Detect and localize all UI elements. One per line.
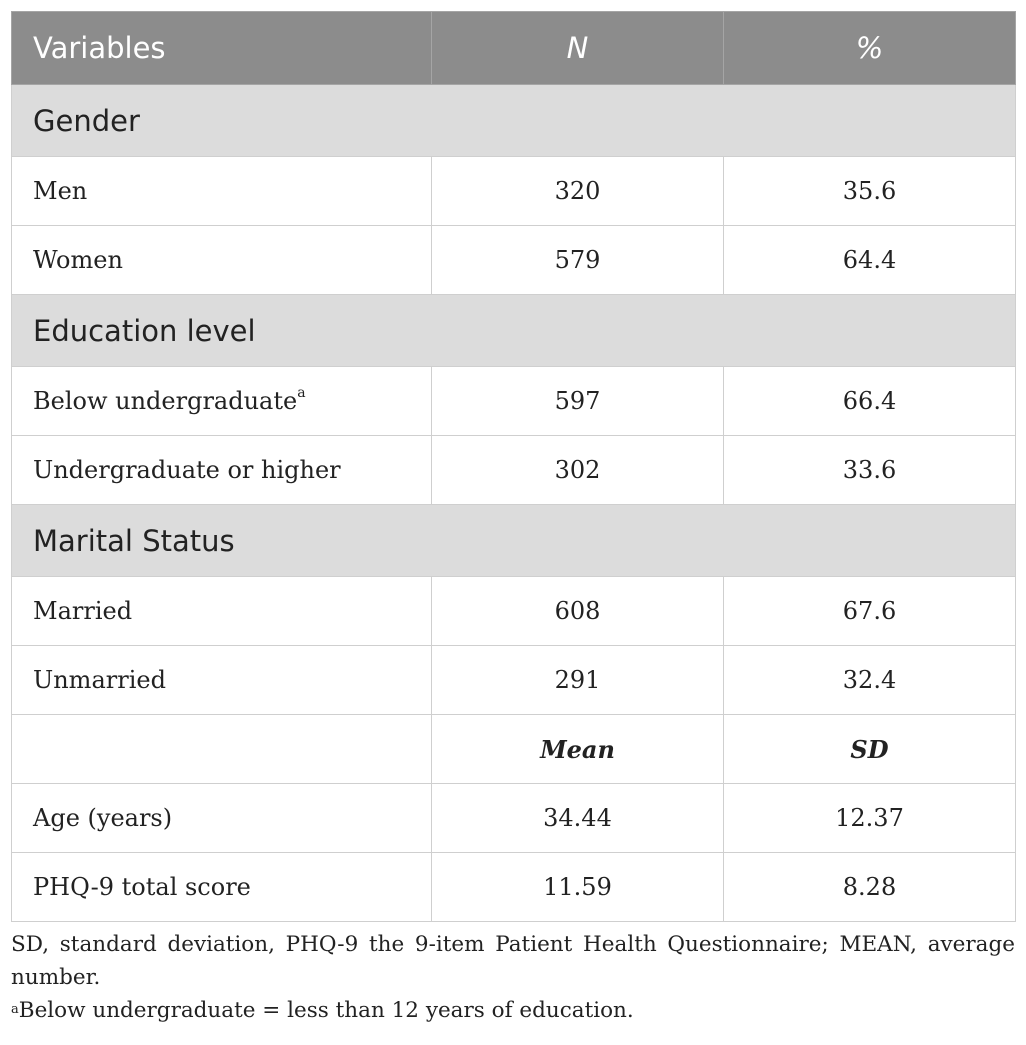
table-header-row bbox=[12, 12, 1016, 85]
row-n: 291 bbox=[432, 646, 724, 715]
row-n: 579 bbox=[432, 226, 724, 295]
row-percent: 64.4 bbox=[724, 226, 1016, 295]
row-mean: 11.59 bbox=[432, 853, 724, 922]
section-title: Gender bbox=[12, 85, 1016, 157]
row-percent: 33.6 bbox=[724, 436, 1016, 505]
row-label: PHQ-9 total score bbox=[12, 853, 432, 922]
table-row bbox=[12, 577, 1016, 646]
row-percent: 32.4 bbox=[724, 646, 1016, 715]
demographics-table bbox=[11, 11, 1016, 922]
row-n: 302 bbox=[432, 436, 724, 505]
table-row bbox=[12, 646, 1016, 715]
table-footnotes bbox=[11, 928, 1015, 1027]
row-label: Unmarried bbox=[12, 646, 432, 715]
row-n: 597 bbox=[432, 367, 724, 436]
header-variables: Variables bbox=[12, 12, 432, 85]
section-row-gender bbox=[12, 85, 1016, 157]
row-mean: 34.44 bbox=[432, 784, 724, 853]
row-label: Age (years) bbox=[12, 784, 432, 853]
row-percent: 66.4 bbox=[724, 367, 1016, 436]
row-label: Men bbox=[12, 157, 432, 226]
footnote-marker: a bbox=[297, 385, 306, 401]
row-label-cell bbox=[12, 367, 432, 436]
subheader-row bbox=[12, 715, 1016, 784]
header-percent: % bbox=[724, 12, 1016, 85]
section-title: Marital Status bbox=[12, 505, 1016, 577]
subheader-label bbox=[12, 715, 432, 784]
table-row bbox=[12, 853, 1016, 922]
row-percent: 67.6 bbox=[724, 577, 1016, 646]
row-label: Married bbox=[12, 577, 432, 646]
table-row bbox=[12, 226, 1016, 295]
section-row-marital-status bbox=[12, 505, 1016, 577]
footnote-abbreviations: SD, standard deviation, PHQ-9 the 9-item Patient Health Questionnaire; MEAN, average number. bbox=[11, 932, 1015, 990]
row-percent: 35.6 bbox=[724, 157, 1016, 226]
row-sd: 8.28 bbox=[724, 853, 1016, 922]
header-n: N bbox=[432, 12, 724, 85]
demographics-table-container bbox=[11, 11, 1015, 922]
table-row bbox=[12, 784, 1016, 853]
footnote-a bbox=[11, 994, 1015, 1027]
row-n: 608 bbox=[432, 577, 724, 646]
row-sd: 12.37 bbox=[724, 784, 1016, 853]
section-row-education bbox=[12, 295, 1016, 367]
row-label: Women bbox=[12, 226, 432, 295]
table-row bbox=[12, 436, 1016, 505]
subheader-mean: Mean bbox=[432, 715, 724, 784]
footnote-a-marker: a bbox=[11, 1002, 19, 1017]
footnote-a-text: Below undergraduate = less than 12 years of education. bbox=[18, 998, 634, 1023]
subheader-sd: SD bbox=[724, 715, 1016, 784]
row-label: Below undergraduate bbox=[33, 387, 298, 415]
row-n: 320 bbox=[432, 157, 724, 226]
table-row bbox=[12, 157, 1016, 226]
row-label: Undergraduate or higher bbox=[12, 436, 432, 505]
table-row bbox=[12, 367, 1016, 436]
section-title: Education level bbox=[12, 295, 1016, 367]
